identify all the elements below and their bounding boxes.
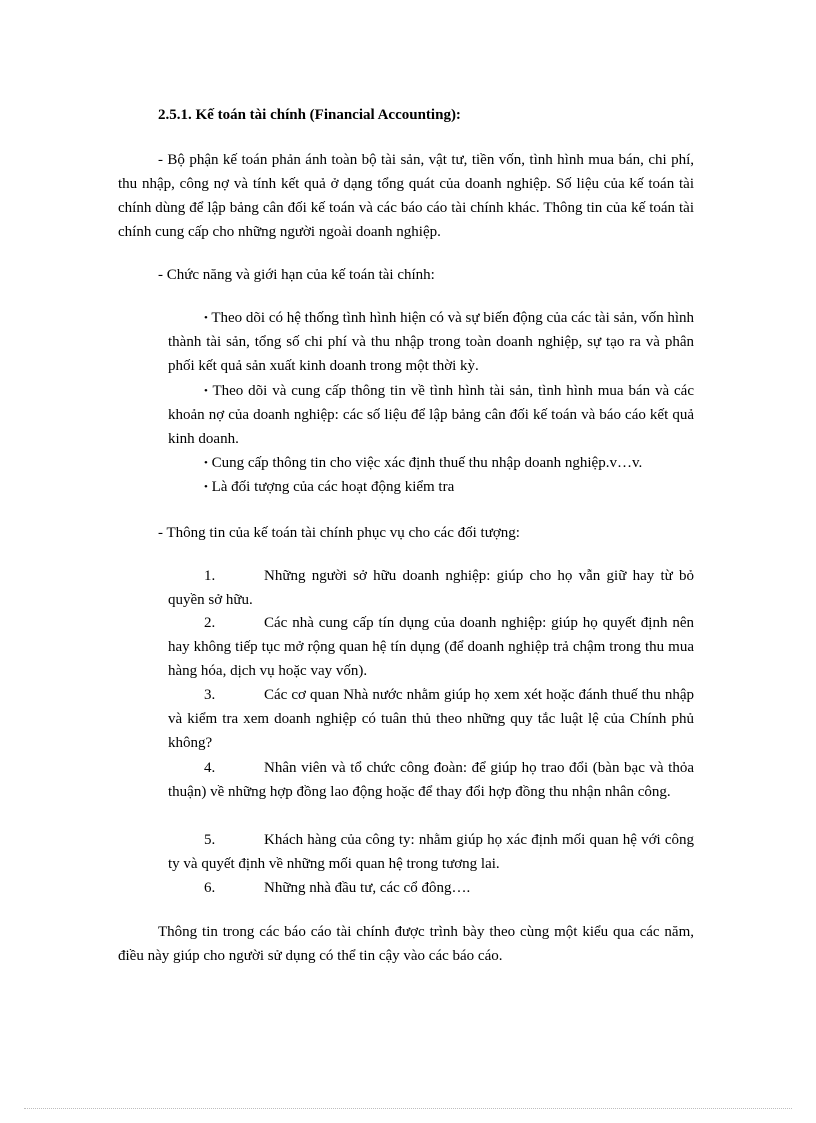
item-number: 4. bbox=[204, 760, 216, 776]
bullet-text: Là đối tượng của các hoạt động kiểm tra bbox=[211, 479, 455, 495]
page-bottom-border bbox=[24, 1108, 792, 1109]
item-number: 2. bbox=[204, 615, 216, 631]
numbered-item-2 bbox=[168, 611, 694, 683]
bullet-icon: • bbox=[204, 312, 208, 324]
bullet-icon: • bbox=[204, 457, 208, 469]
item-text: Các nhà cung cấp tín dụng của doanh nghiệp: giúp họ quyết định nên hay không tiếp tục mở rộng quan hệ tín dụng (để doanh nghiệp trả chậm trong thu mua hàng hóa, dịch vụ hoặc vay vốn). bbox=[168, 615, 694, 679]
item-number: 3. bbox=[204, 687, 216, 703]
functions-label: - Chức năng và giới hạn của kế toán tài chính: bbox=[158, 267, 435, 283]
bullet-icon: • bbox=[204, 385, 208, 397]
bullet-item-2 bbox=[168, 379, 694, 451]
bullet-item-3 bbox=[168, 451, 694, 475]
item-text: Các cơ quan Nhà nước nhằm giúp họ xem xét hoặc đánh thuế thu nhập và kiểm tra xem doanh nghiệp có tuân thủ theo những quy tắc luật lệ của Chính phủ không? bbox=[168, 687, 694, 751]
numbered-item-4 bbox=[168, 756, 694, 804]
numbered-item-3 bbox=[168, 683, 694, 755]
item-text: Những người sở hữu doanh nghiệp: giúp cho họ vẫn giữ hay từ bỏ quyền sở hữu. bbox=[168, 568, 694, 608]
bullet-icon: • bbox=[204, 481, 208, 493]
bullet-item-4 bbox=[168, 475, 694, 499]
bullet-text: Theo dõi có hệ thống tình hình hiện có và sự biến động của các tài sản, vốn hình thành tài sản, tổng số chi phí và thu nhập trong toàn doanh nghiệp, sự tạo ra và phân phối kết quả sản xuất kinh doanh trong một thời kỳ. bbox=[168, 310, 694, 374]
users-label: - Thông tin của kế toán tài chính phục vụ cho các đối tượng: bbox=[158, 525, 520, 541]
bullet-text: Cung cấp thông tin cho việc xác định thuế thu nhập doanh nghiệp.v…v. bbox=[211, 455, 643, 471]
closing-paragraph: Thông tin trong các báo cáo tài chính được trình bày theo cùng một kiểu qua các năm, điều này giúp cho người sử dụng có thể tin cậy vào các báo cáo. bbox=[118, 924, 694, 964]
bullet-item-1 bbox=[168, 306, 694, 378]
intro-paragraph: - Bộ phận kế toán phản ánh toàn bộ tài sản, vật tư, tiền vốn, tình hình mua bán, chi phí, thu nhập, công nợ và tính kết quả ở dạng tổng quát của doanh nghiệp. Số liệu của kế toán tài chính dùng để lập bảng cân đối kế toán và các báo cáo tài chính khác. Thông tin của kế toán tài chính cung cấp cho những người ngoài doanh nghiệp. bbox=[118, 152, 694, 240]
section-heading: 2.5.1. Kế toán tài chính (Financial Accounting): bbox=[158, 107, 461, 123]
item-text: Khách hàng của công ty: nhằm giúp họ xác định mối quan hệ với công ty và quyết định về những mối quan hệ trong tương lai. bbox=[168, 832, 694, 872]
item-text: Những nhà đầu tư, các cổ đông…. bbox=[264, 880, 471, 896]
bullet-text: Theo dõi và cung cấp thông tin về tình hình tài sản, tình hình mua bán và các khoản nợ của doanh nghiệp: các số liệu để lập bảng cân đối kế toán và báo cáo kết quả kinh doanh. bbox=[168, 383, 694, 447]
numbered-item-5 bbox=[168, 828, 694, 876]
item-number: 5. bbox=[204, 832, 216, 848]
numbered-item-6 bbox=[168, 876, 694, 900]
numbered-item-1 bbox=[168, 564, 694, 612]
item-number: 1. bbox=[204, 568, 216, 584]
item-number: 6. bbox=[204, 880, 216, 896]
item-text: Nhân viên và tổ chức công đoàn: để giúp họ trao đổi (bàn bạc và thỏa thuận) về những hợp đồng lao động hoặc để thay đổi hợp đồng thu nhận nhân công. bbox=[168, 760, 694, 800]
